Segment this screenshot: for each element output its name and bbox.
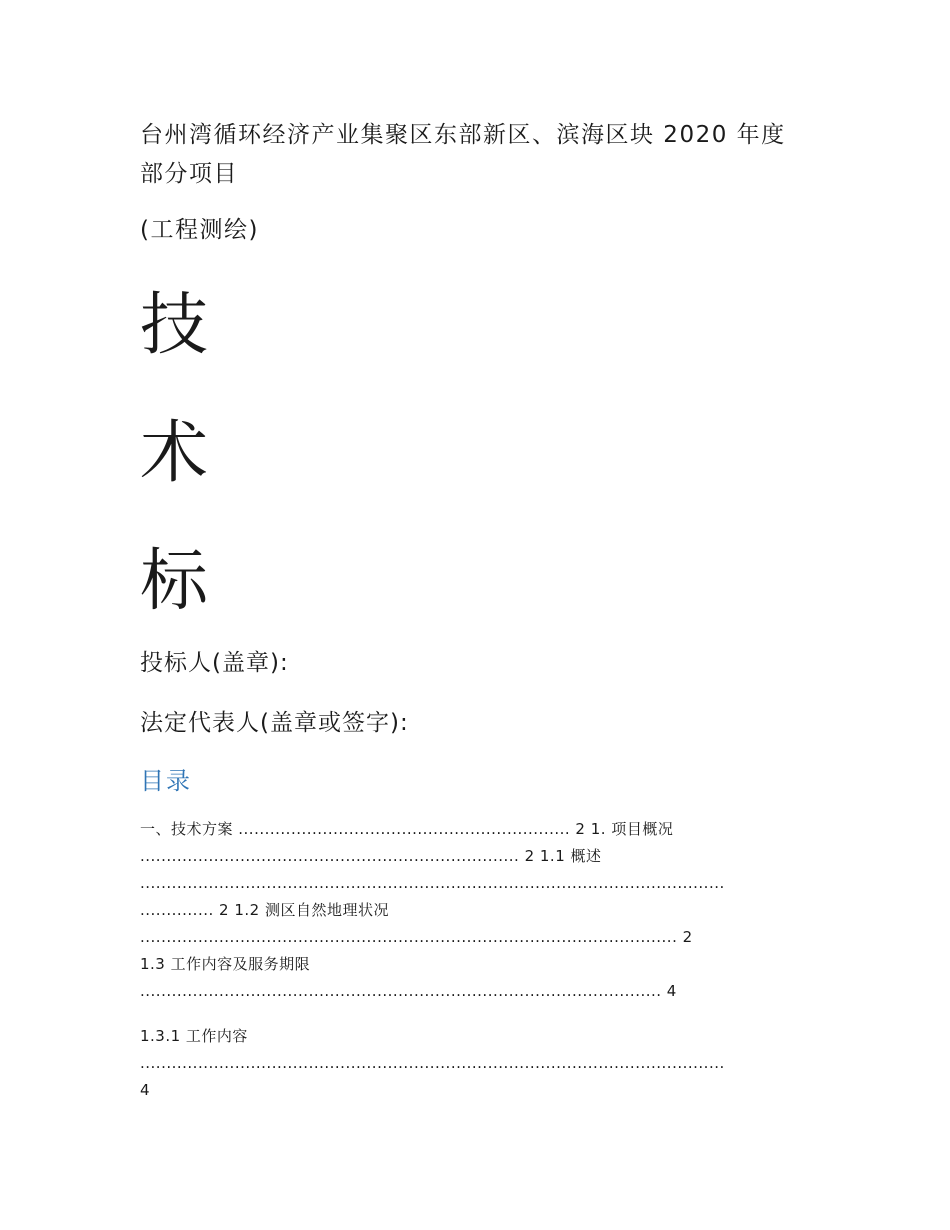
document-title: 台州湾循环经济产业集聚区东部新区、滨海区块 2020 年度部分项目: [140, 122, 786, 187]
document-content: [140, 116, 810, 1104]
toc-line[interactable]: ...............................................................................................................: [140, 874, 725, 892]
title-char-ji: 技: [140, 286, 209, 365]
toc-line[interactable]: .............. 2 1.2 测区自然地理状况: [140, 901, 389, 919]
table-of-contents: [140, 816, 810, 1104]
toc-line[interactable]: 4: [140, 1081, 151, 1099]
title-char-shu: 术: [140, 414, 209, 493]
toc-line[interactable]: 1.3 工作内容及服务期限: [140, 955, 311, 973]
legal-representative-label: 法定代表人(盖章或签字):: [140, 710, 409, 736]
toc-line[interactable]: 一、技术方案 ............................................................... 2 1. 项目概况: [140, 820, 674, 838]
toc-heading: 目录: [140, 767, 192, 795]
bidder-seal-label: 投标人(盖章):: [140, 650, 289, 676]
document-subtitle: (工程测绘): [140, 217, 259, 243]
toc-line[interactable]: ...................................................................................................... 2: [140, 928, 693, 946]
toc-line[interactable]: 1.3.1 工作内容: [140, 1027, 248, 1045]
title-char-biao: 标: [140, 542, 209, 621]
toc-line[interactable]: ...............................................................................................................: [140, 1054, 725, 1072]
toc-line[interactable]: ........................................................................ 2 1.1 概述: [140, 847, 602, 865]
toc-line[interactable]: ................................................................................................... 4: [140, 982, 677, 1000]
